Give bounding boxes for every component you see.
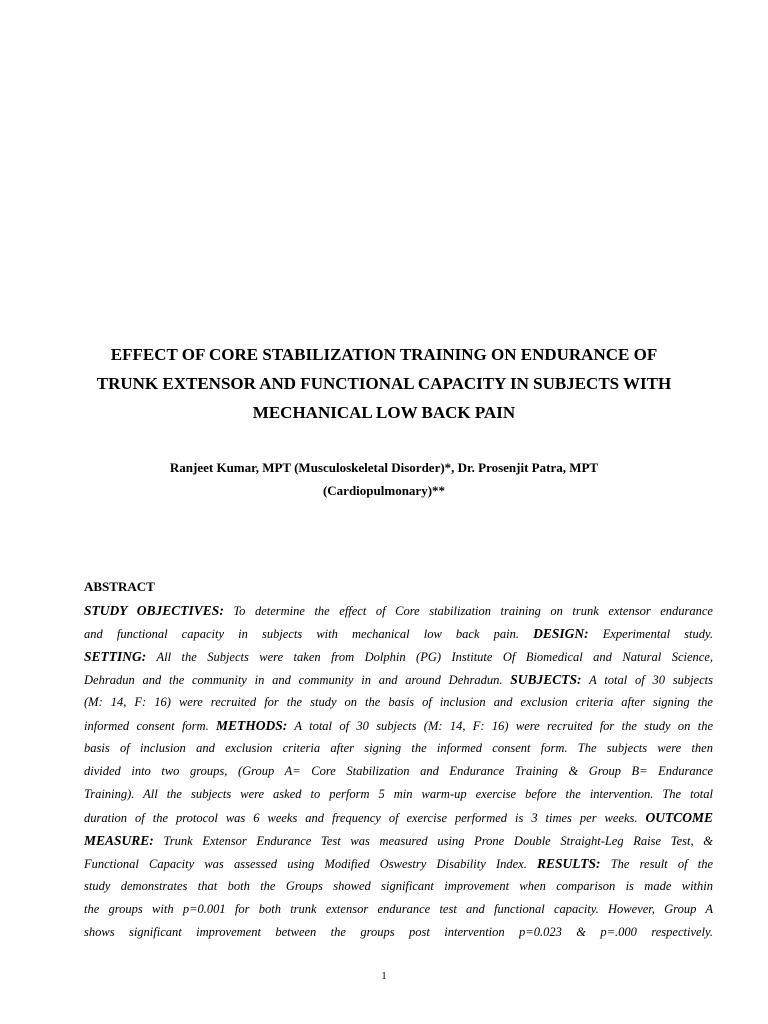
abstract-text: divided into two groups, (Group A= Core Stabilization and Endurance Training & Group B= Endurance: [84, 764, 713, 778]
section-label: OUTCOME: [645, 810, 713, 825]
abstract-line: [84, 806, 713, 829]
abstract-body: [84, 599, 713, 944]
section-label: DESIGN:: [533, 626, 589, 641]
abstract-text: the groups with p=0.001 for both trunk extensor endurance test and functional capacity. However, Group A: [84, 902, 713, 916]
abstract-text: To determine the effect of Core stabilization training on trunk extensor endurance: [223, 604, 713, 618]
abstract-line: [84, 599, 713, 622]
abstract-text: duration of the protocol was 6 weeks and frequency of exercise performed is 3 times per weeks.: [84, 811, 646, 825]
section-label: MEASURE:: [84, 833, 154, 848]
section-label: SETTING:: [84, 649, 147, 664]
abstract-text: All the Subjects were taken from Dolphin (PG) Institute Of Biomedical and Natural Science,: [146, 650, 713, 664]
abstract-line: [84, 760, 713, 783]
section-label: SUBJECTS:: [510, 672, 582, 687]
abstract-line: [84, 668, 713, 691]
section-label: METHODS:: [216, 718, 288, 733]
title-line: EFFECT OF CORE STABILIZATION TRAINING ON ENDURANCE OF: [110, 345, 658, 364]
abstract-text: A total of 30 subjects: [581, 673, 713, 687]
title-line: TRUNK EXTENSOR AND FUNCTIONAL CAPACITY IN SUBJECTS WITH: [96, 374, 672, 393]
abstract-line: [84, 898, 713, 921]
abstract-line: [84, 691, 713, 714]
abstract-line: [84, 645, 713, 668]
abstract-text: study demonstrates that both the Groups showed significant improvement when comparison is made within: [84, 879, 713, 893]
abstract-line: [84, 783, 713, 806]
abstract-line: [84, 921, 713, 944]
abstract-text: Experimental study.: [588, 627, 713, 641]
abstract-text: The result of the: [600, 857, 713, 871]
section-label: RESULTS:: [537, 856, 601, 871]
abstract-text: Trunk Extensor Endurance Test was measured using Prone Double Straight-Leg Raise Test, &: [153, 834, 713, 848]
abstract-text: (M: 14, F: 16) were recruited for the study on the basis of inclusion and exclusion criteria after signing the: [84, 695, 713, 709]
abstract-text: Dehradun and the community in and community in and around Dehradun.: [84, 673, 511, 687]
abstract-line: [84, 875, 713, 898]
author-line: (Cardiopulmonary)**: [322, 482, 446, 498]
page-number: 1: [381, 970, 387, 982]
abstract-text: shows significant improvement between the groups post intervention p=0.023 & p=.000 respectively.: [84, 925, 713, 939]
abstract-text: A total of 30 subjects (M: 14, F: 16) were recruited for the study on the: [287, 719, 713, 733]
abstract-heading: ABSTRACT: [84, 579, 155, 594]
abstract-line: [84, 714, 713, 737]
abstract-line: [84, 737, 713, 760]
section-label: STUDY OBJECTIVES:: [84, 603, 224, 618]
title-line: MECHANICAL LOW BACK PAIN: [252, 403, 516, 422]
abstract-text: Training). All the subjects were asked to perform 5 min warm-up exercise before the intervention. The total: [84, 787, 713, 801]
abstract-text: Functional Capacity was assessed using Modified Oswestry Disability Index.: [84, 857, 537, 871]
abstract-text: informed consent form.: [84, 719, 217, 733]
abstract-line: [84, 622, 713, 645]
abstract-line: [84, 852, 713, 875]
paper-title: [60, 340, 708, 427]
abstract-line: [84, 829, 713, 852]
abstract-text: basis of inclusion and exclusion criteria after signing the informed consent form. The subjects were then: [84, 741, 713, 755]
author-byline: [60, 457, 708, 502]
abstract-text: and functional capacity in subjects with mechanical low back pain.: [84, 627, 534, 641]
author-line: Ranjeet Kumar, MPT (Musculoskeletal Disorder)*, Dr. Prosenjit Patra, MPT: [169, 460, 599, 475]
